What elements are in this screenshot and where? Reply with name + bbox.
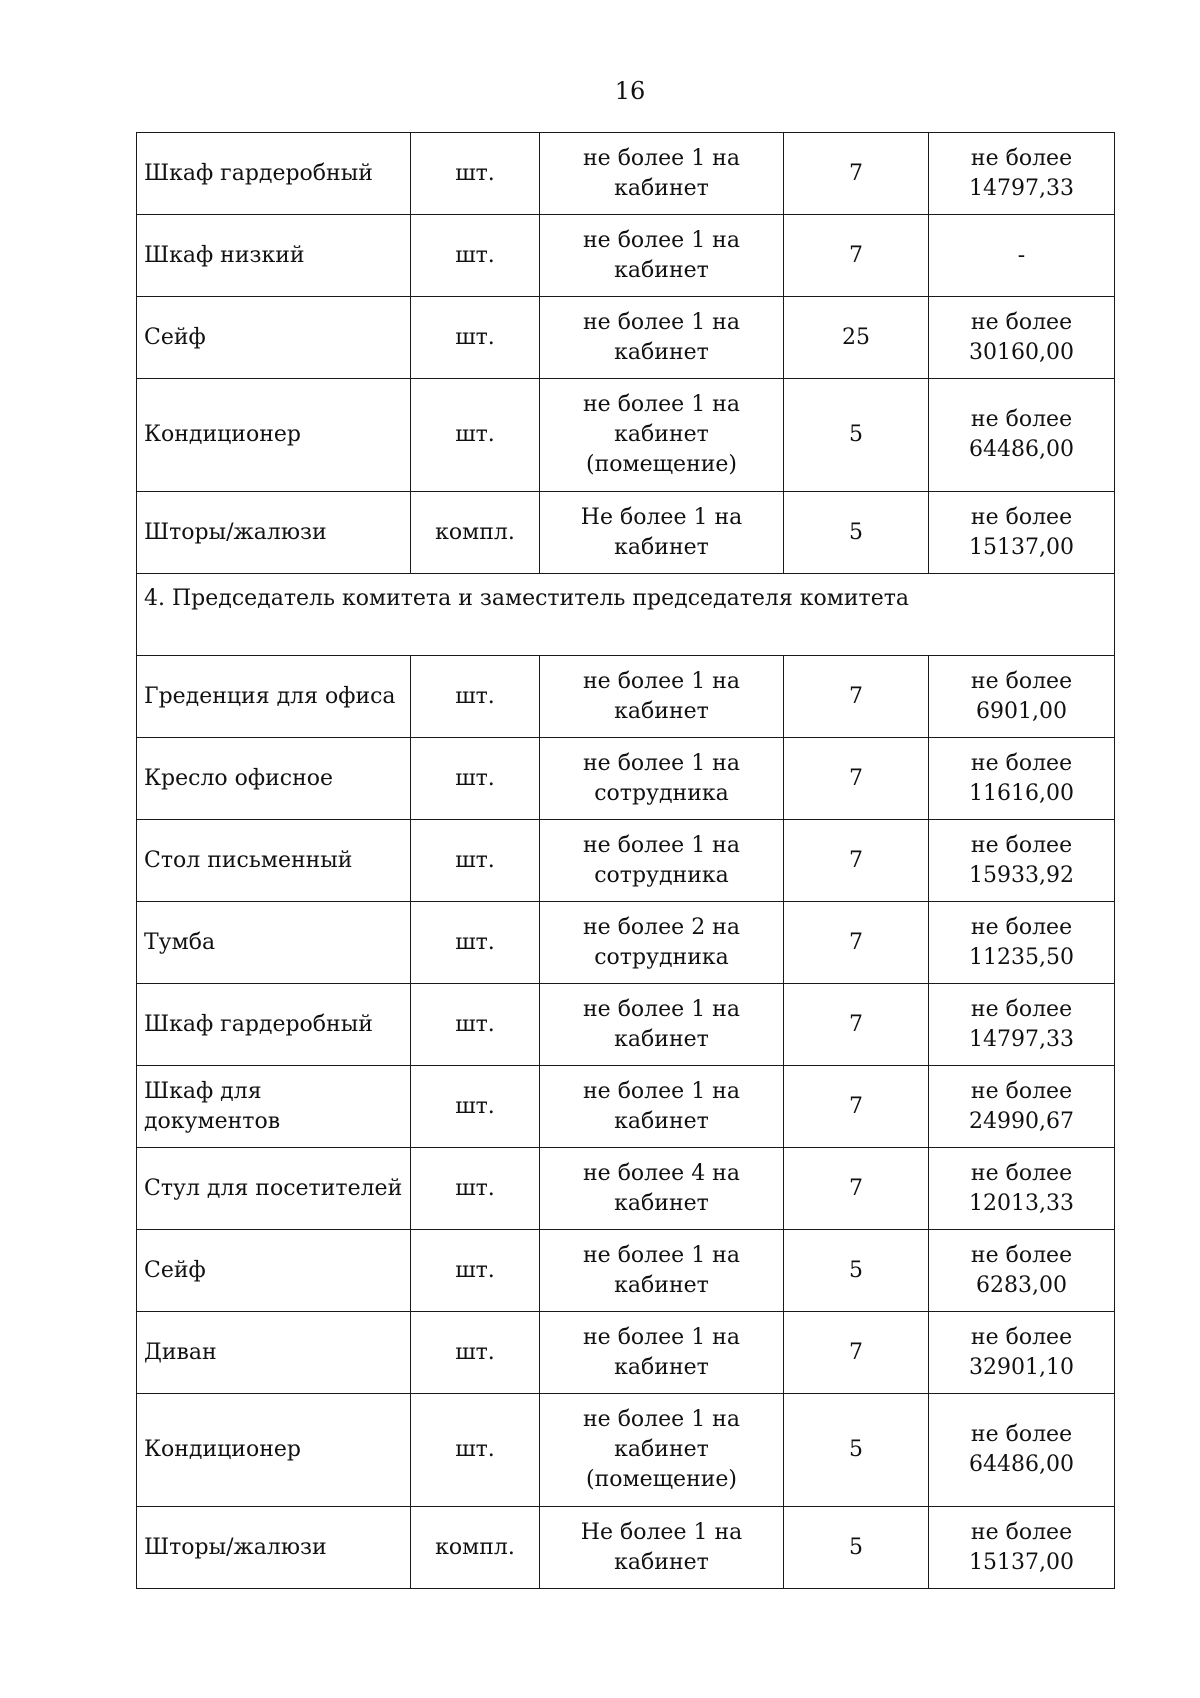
item-name-cell: Кондиционер [137, 379, 411, 492]
table-body [137, 133, 1115, 1589]
table-row [137, 984, 1115, 1066]
item-name-cell: Шкаф низкий [137, 215, 411, 297]
unit-cell: шт. [411, 1312, 540, 1394]
item-name-cell: Шкаф для документов [137, 1066, 411, 1148]
norm-cell: Не более 1 на кабинет [540, 492, 784, 574]
price-cell: не более 15137,00 [929, 492, 1115, 574]
unit-cell: шт. [411, 902, 540, 984]
table-row [137, 1312, 1115, 1394]
price-cell: не более 64486,00 [929, 1394, 1115, 1507]
price-cell: не более 14797,33 [929, 133, 1115, 215]
table-row [137, 215, 1115, 297]
unit-cell: шт. [411, 1066, 540, 1148]
service-life-cell: 7 [784, 1312, 929, 1394]
unit-cell: шт. [411, 1230, 540, 1312]
unit-cell: шт. [411, 984, 540, 1066]
service-life-cell: 7 [784, 1148, 929, 1230]
norm-cell: не более 1 на кабинет [540, 215, 784, 297]
price-cell: не более 6901,00 [929, 656, 1115, 738]
item-name-cell: Шторы/жалюзи [137, 492, 411, 574]
item-name-cell: Тумба [137, 902, 411, 984]
item-name-cell: Стул для посетителей [137, 1148, 411, 1230]
item-name-cell: Диван [137, 1312, 411, 1394]
unit-cell: шт. [411, 1148, 540, 1230]
table-row [137, 133, 1115, 215]
norm-cell: не более 1 на сотрудника [540, 820, 784, 902]
norm-cell: не более 1 на кабинет (помещение) [540, 379, 784, 492]
norm-cell: не более 1 на кабинет [540, 1230, 784, 1312]
unit-cell: шт. [411, 656, 540, 738]
service-life-cell: 7 [784, 738, 929, 820]
unit-cell: компл. [411, 492, 540, 574]
item-name-cell: Сейф [137, 297, 411, 379]
service-life-cell: 7 [784, 215, 929, 297]
table-row [137, 492, 1115, 574]
norm-cell: не более 1 на сотрудника [540, 738, 784, 820]
item-name-cell: Греденция для офиса [137, 656, 411, 738]
unit-cell: шт. [411, 820, 540, 902]
table-row [137, 297, 1115, 379]
table-row [137, 902, 1115, 984]
service-life-cell: 5 [784, 379, 929, 492]
price-cell: не более 6283,00 [929, 1230, 1115, 1312]
norm-cell: не более 1 на кабинет [540, 133, 784, 215]
unit-cell: шт. [411, 738, 540, 820]
price-cell: не более 30160,00 [929, 297, 1115, 379]
service-life-cell: 7 [784, 1066, 929, 1148]
unit-cell: шт. [411, 297, 540, 379]
price-cell: не более 32901,10 [929, 1312, 1115, 1394]
price-cell: не более 11235,50 [929, 902, 1115, 984]
service-life-cell: 5 [784, 492, 929, 574]
norm-cell: не более 1 на кабинет [540, 984, 784, 1066]
item-name-cell: Кресло офисное [137, 738, 411, 820]
service-life-cell: 25 [784, 297, 929, 379]
table-row [137, 820, 1115, 902]
norm-cell: не более 2 на сотрудника [540, 902, 784, 984]
furniture-norms-table [136, 132, 1115, 1589]
table-row [137, 1148, 1115, 1230]
price-cell: - [929, 215, 1115, 297]
unit-cell: шт. [411, 1394, 540, 1507]
item-name-cell: Шторы/жалюзи [137, 1507, 411, 1589]
unit-cell: компл. [411, 1507, 540, 1589]
price-cell: не более 15933,92 [929, 820, 1115, 902]
section-header-row [137, 574, 1115, 656]
table-row [137, 1230, 1115, 1312]
service-life-cell: 7 [784, 820, 929, 902]
norm-cell: не более 1 на кабинет [540, 656, 784, 738]
unit-cell: шт. [411, 215, 540, 297]
service-life-cell: 7 [784, 656, 929, 738]
item-name-cell: Кондиционер [137, 1394, 411, 1507]
table-row [137, 1507, 1115, 1589]
norm-cell: не более 4 на кабинет [540, 1148, 784, 1230]
item-name-cell: Шкаф гардеробный [137, 984, 411, 1066]
item-name-cell: Стол письменный [137, 820, 411, 902]
service-life-cell: 5 [784, 1230, 929, 1312]
unit-cell: шт. [411, 133, 540, 215]
norm-cell: не более 1 на кабинет [540, 297, 784, 379]
table-row [137, 738, 1115, 820]
table-row [137, 656, 1115, 738]
service-life-cell: 5 [784, 1394, 929, 1507]
service-life-cell: 7 [784, 133, 929, 215]
page-number: 16 [614, 77, 646, 105]
price-cell: не более 12013,33 [929, 1148, 1115, 1230]
service-life-cell: 5 [784, 1507, 929, 1589]
norm-cell: Не более 1 на кабинет [540, 1507, 784, 1589]
norm-cell: не более 1 на кабинет [540, 1066, 784, 1148]
price-cell: не более 14797,33 [929, 984, 1115, 1066]
price-cell: не более 64486,00 [929, 379, 1115, 492]
item-name-cell: Сейф [137, 1230, 411, 1312]
norm-cell: не более 1 на кабинет (помещение) [540, 1394, 784, 1507]
price-cell: не более 24990,67 [929, 1066, 1115, 1148]
service-life-cell: 7 [784, 902, 929, 984]
service-life-cell: 7 [784, 984, 929, 1066]
item-name-cell: Шкаф гардеробный [137, 133, 411, 215]
section-title: 4. Председатель комитета и заместитель председателя комитета [137, 574, 1115, 656]
table-row [137, 1066, 1115, 1148]
norm-cell: не более 1 на кабинет [540, 1312, 784, 1394]
table-row [137, 1394, 1115, 1507]
price-cell: не более 11616,00 [929, 738, 1115, 820]
price-cell: не более 15137,00 [929, 1507, 1115, 1589]
unit-cell: шт. [411, 379, 540, 492]
table-row [137, 379, 1115, 492]
